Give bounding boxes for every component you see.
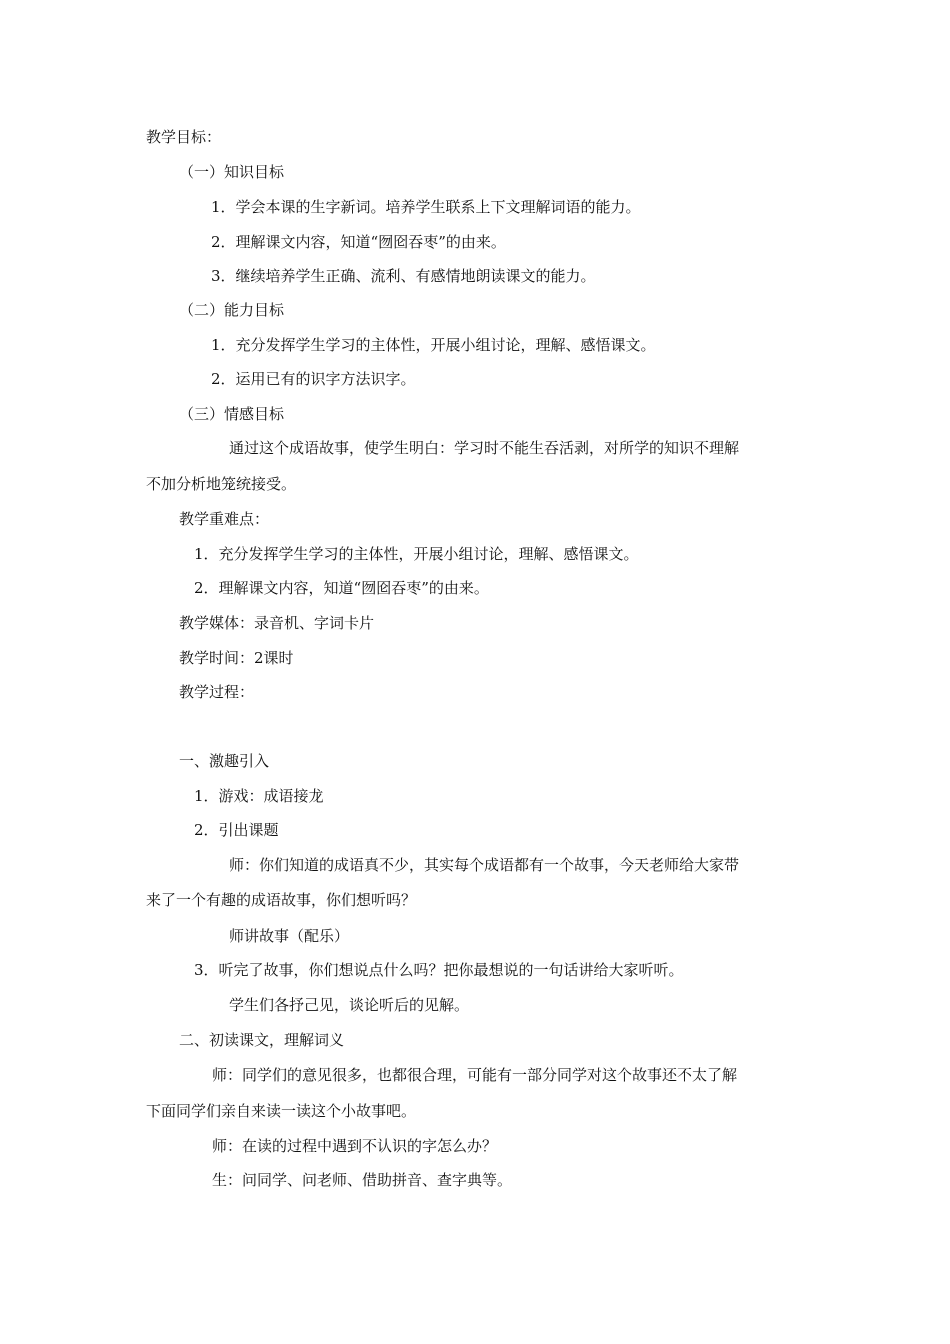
- part1-teacher-line-2: 来了一个有趣的成语故事，你们想听吗？: [146, 891, 417, 909]
- part2-title: 二、初读课文，理解词义: [179, 1031, 345, 1049]
- key-point-item-2: 2．理解课文内容，知道“囫囵吞枣”的由来。: [194, 579, 489, 597]
- teaching-time: 教学时间：2课时: [179, 649, 294, 667]
- key-points-heading: 教学重难点：: [179, 510, 270, 528]
- key-point-item-1: 1．充分发挥学生学习的主体性，开展小组讨论，理解、感悟课文。: [194, 545, 639, 563]
- part1-teacher-line-1: 师：你们知道的成语真不少，其实每个成语都有一个故事，今天老师给大家带: [229, 856, 740, 874]
- part1-item-1: 1．游戏：成语接龙: [194, 787, 324, 805]
- part2-student-answer: 生：问同学、问老师、借助拼音、查字典等。: [212, 1171, 513, 1189]
- part1-title: 一、激趣引入: [179, 752, 270, 770]
- emotion-paragraph-line-2: 不加分析地笼统接受。: [146, 475, 297, 493]
- part2-teacher-question: 师：在读的过程中遇到不认识的字怎么办？: [212, 1137, 498, 1155]
- part1-item-3: 3．听完了故事，你们想说点什么吗？把你最想说的一句话讲给大家听听。: [194, 961, 684, 979]
- knowledge-objectives-title: （一）知识目标: [179, 163, 285, 181]
- knowledge-item-1: 1．学会本课的生字新词。培养学生联系上下文理解词语的能力。: [211, 198, 641, 216]
- ability-item-2: 2．运用已有的识字方法识字。: [211, 370, 416, 388]
- part2-teacher-line-2: 下面同学们亲自来读一读这个小故事吧。: [146, 1102, 417, 1120]
- knowledge-item-2: 2．理解课文内容，知道“囫囵吞枣”的由来。: [211, 233, 506, 251]
- ability-item-1: 1．充分发挥学生学习的主体性，开展小组讨论，理解、感悟课文。: [211, 336, 656, 354]
- part2-teacher-line-1: 师：同学们的意见很多，也都很合理，可能有一部分同学对这个故事还不太了解: [212, 1066, 738, 1084]
- part1-item-2: 2．引出课题: [194, 821, 279, 839]
- teaching-media: 教学媒体：录音机、字词卡片: [179, 614, 375, 632]
- process-heading: 教学过程：: [179, 683, 255, 701]
- part1-students: 学生们各抒己见，谈论听后的见解。: [229, 996, 470, 1014]
- objectives-heading: 教学目标：: [146, 128, 222, 146]
- part1-story: 师讲故事（配乐）: [229, 927, 350, 945]
- ability-objectives-title: （二）能力目标: [179, 301, 285, 319]
- knowledge-item-3: 3．继续培养学生正确、流利、有感情地朗读课文的能力。: [211, 267, 596, 285]
- emotion-paragraph-line-1: 通过这个成语故事，使学生明白：学习时不能生吞活剥，对所学的知识不理解: [229, 439, 740, 457]
- emotion-objectives-title: （三）情感目标: [179, 405, 285, 423]
